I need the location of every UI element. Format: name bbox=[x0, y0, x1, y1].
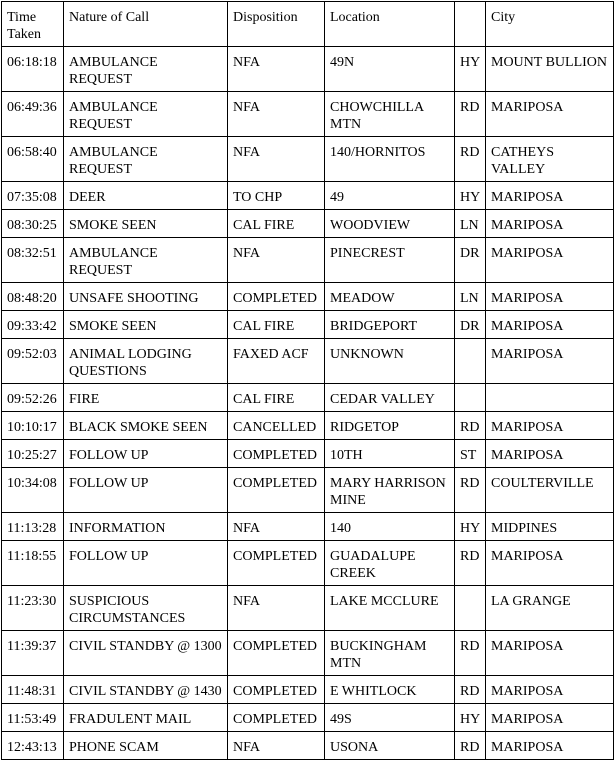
location-cell: CEDAR VALLEY bbox=[325, 384, 455, 412]
disposition-cell: CAL FIRE bbox=[228, 384, 325, 412]
nature-cell: SMOKE SEEN bbox=[64, 311, 228, 339]
city-cell: MARIPOSA bbox=[486, 182, 614, 210]
city-cell: MARIPOSA bbox=[486, 339, 614, 384]
nature-cell: AMBULANCE REQUEST bbox=[64, 238, 228, 283]
disposition-cell: COMPLETED bbox=[228, 468, 325, 513]
street-suffix-cell bbox=[455, 586, 486, 631]
nature-cell: BLACK SMOKE SEEN bbox=[64, 412, 228, 440]
column-header-time: Time Taken bbox=[2, 2, 64, 47]
city-cell: MARIPOSA bbox=[486, 238, 614, 283]
location-cell: USONA bbox=[325, 732, 455, 760]
table-row bbox=[2, 541, 614, 586]
disposition-cell: CANCELLED bbox=[228, 412, 325, 440]
time-cell: 06:49:36 bbox=[2, 92, 64, 137]
city-cell: LA GRANGE bbox=[486, 586, 614, 631]
disposition-cell: NFA bbox=[228, 47, 325, 92]
table-row bbox=[2, 92, 614, 137]
street-suffix-cell: HY bbox=[455, 704, 486, 732]
disposition-cell: TO CHP bbox=[228, 182, 325, 210]
street-suffix-cell: RD bbox=[455, 676, 486, 704]
location-cell: 49N bbox=[325, 47, 455, 92]
time-cell: 09:33:42 bbox=[2, 311, 64, 339]
location-cell: 49S bbox=[325, 704, 455, 732]
nature-cell: AMBULANCE REQUEST bbox=[64, 47, 228, 92]
time-cell: 10:25:27 bbox=[2, 440, 64, 468]
city-cell: MOUNT BULLION bbox=[486, 47, 614, 92]
table-row bbox=[2, 339, 614, 384]
table-row bbox=[2, 283, 614, 311]
location-cell: 140 bbox=[325, 513, 455, 541]
time-cell: 07:35:08 bbox=[2, 182, 64, 210]
column-header-nature: Nature of Call bbox=[64, 2, 228, 47]
call-log-body bbox=[2, 47, 614, 760]
disposition-cell: COMPLETED bbox=[228, 440, 325, 468]
city-cell: MARIPOSA bbox=[486, 732, 614, 760]
disposition-cell: FAXED ACF bbox=[228, 339, 325, 384]
city-cell: MARIPOSA bbox=[486, 631, 614, 676]
location-cell: E WHITLOCK bbox=[325, 676, 455, 704]
city-cell: MARIPOSA bbox=[486, 541, 614, 586]
column-header-location: Location bbox=[325, 2, 455, 47]
time-cell: 06:18:18 bbox=[2, 47, 64, 92]
street-suffix-cell: DR bbox=[455, 238, 486, 283]
column-header-city: City bbox=[486, 2, 614, 47]
time-cell: 11:48:31 bbox=[2, 676, 64, 704]
time-cell: 09:52:26 bbox=[2, 384, 64, 412]
city-cell: MARIPOSA bbox=[486, 311, 614, 339]
disposition-cell: NFA bbox=[228, 238, 325, 283]
table-row bbox=[2, 676, 614, 704]
location-cell: RIDGETOP bbox=[325, 412, 455, 440]
nature-cell: INFORMATION bbox=[64, 513, 228, 541]
table-row bbox=[2, 137, 614, 182]
table-row bbox=[2, 732, 614, 760]
table-row bbox=[2, 468, 614, 513]
street-suffix-cell: LN bbox=[455, 283, 486, 311]
disposition-cell: COMPLETED bbox=[228, 541, 325, 586]
disposition-cell: COMPLETED bbox=[228, 704, 325, 732]
table-row bbox=[2, 238, 614, 283]
time-cell: 11:53:49 bbox=[2, 704, 64, 732]
disposition-cell: NFA bbox=[228, 137, 325, 182]
disposition-cell: COMPLETED bbox=[228, 283, 325, 311]
disposition-cell: CAL FIRE bbox=[228, 210, 325, 238]
nature-cell: FOLLOW UP bbox=[64, 440, 228, 468]
disposition-cell: COMPLETED bbox=[228, 631, 325, 676]
nature-cell: PHONE SCAM bbox=[64, 732, 228, 760]
time-cell: 09:52:03 bbox=[2, 339, 64, 384]
table-row bbox=[2, 586, 614, 631]
city-cell: MARIPOSA bbox=[486, 676, 614, 704]
city-cell bbox=[486, 384, 614, 412]
time-cell: 08:30:25 bbox=[2, 210, 64, 238]
time-cell: 08:32:51 bbox=[2, 238, 64, 283]
location-cell: CHOWCHILLA MTN bbox=[325, 92, 455, 137]
city-cell: MIDPINES bbox=[486, 513, 614, 541]
nature-cell: DEER bbox=[64, 182, 228, 210]
city-cell: MARIPOSA bbox=[486, 210, 614, 238]
nature-cell: AMBULANCE REQUEST bbox=[64, 92, 228, 137]
table-row bbox=[2, 631, 614, 676]
street-suffix-cell: ST bbox=[455, 440, 486, 468]
location-cell: BRIDGEPORT bbox=[325, 311, 455, 339]
location-cell: 10TH bbox=[325, 440, 455, 468]
nature-cell: CIVIL STANDBY @ 1300 bbox=[64, 631, 228, 676]
city-cell: CATHEYS VALLEY bbox=[486, 137, 614, 182]
disposition-cell: COMPLETED bbox=[228, 676, 325, 704]
street-suffix-cell: RD bbox=[455, 137, 486, 182]
nature-cell: FOLLOW UP bbox=[64, 541, 228, 586]
table-row bbox=[2, 47, 614, 92]
location-cell: GUADALUPE CREEK bbox=[325, 541, 455, 586]
nature-cell: AMBULANCE REQUEST bbox=[64, 137, 228, 182]
city-cell: COULTERVILLE bbox=[486, 468, 614, 513]
time-cell: 11:39:37 bbox=[2, 631, 64, 676]
column-header-disposition: Disposition bbox=[228, 2, 325, 47]
table-row bbox=[2, 384, 614, 412]
table-row bbox=[2, 412, 614, 440]
street-suffix-cell: DR bbox=[455, 311, 486, 339]
location-cell: 140/HORNITOS bbox=[325, 137, 455, 182]
location-cell: UNKNOWN bbox=[325, 339, 455, 384]
time-cell: 11:13:28 bbox=[2, 513, 64, 541]
disposition-cell: NFA bbox=[228, 586, 325, 631]
nature-cell: FRADULENT MAIL bbox=[64, 704, 228, 732]
nature-cell: SMOKE SEEN bbox=[64, 210, 228, 238]
city-cell: MARIPOSA bbox=[486, 283, 614, 311]
street-suffix-cell bbox=[455, 384, 486, 412]
street-suffix-cell: RD bbox=[455, 92, 486, 137]
time-cell: 11:23:30 bbox=[2, 586, 64, 631]
location-cell: LAKE MCCLURE bbox=[325, 586, 455, 631]
header-row bbox=[2, 2, 614, 47]
location-cell: 49 bbox=[325, 182, 455, 210]
street-suffix-cell: LN bbox=[455, 210, 486, 238]
nature-cell: SUSPICIOUS CIRCUMSTANCES bbox=[64, 586, 228, 631]
street-suffix-cell: RD bbox=[455, 631, 486, 676]
nature-cell: ANIMAL LODGING QUESTIONS bbox=[64, 339, 228, 384]
city-cell: MARIPOSA bbox=[486, 440, 614, 468]
time-cell: 08:48:20 bbox=[2, 283, 64, 311]
time-cell: 10:10:17 bbox=[2, 412, 64, 440]
street-suffix-cell: RD bbox=[455, 468, 486, 513]
location-cell: BUCKINGHAM MTN bbox=[325, 631, 455, 676]
street-suffix-cell: RD bbox=[455, 412, 486, 440]
city-cell: MARIPOSA bbox=[486, 92, 614, 137]
table-row bbox=[2, 311, 614, 339]
disposition-cell: NFA bbox=[228, 732, 325, 760]
table-row bbox=[2, 210, 614, 238]
table-row bbox=[2, 440, 614, 468]
street-suffix-cell bbox=[455, 339, 486, 384]
nature-cell: CIVIL STANDBY @ 1430 bbox=[64, 676, 228, 704]
disposition-cell: NFA bbox=[228, 513, 325, 541]
street-suffix-cell: HY bbox=[455, 47, 486, 92]
table-row bbox=[2, 513, 614, 541]
nature-cell: FOLLOW UP bbox=[64, 468, 228, 513]
location-cell: MARY HARRISON MINE bbox=[325, 468, 455, 513]
disposition-cell: NFA bbox=[228, 92, 325, 137]
time-cell: 10:34:08 bbox=[2, 468, 64, 513]
location-cell: PINECREST bbox=[325, 238, 455, 283]
column-header-suffix bbox=[455, 2, 486, 47]
disposition-cell: CAL FIRE bbox=[228, 311, 325, 339]
time-cell: 11:18:55 bbox=[2, 541, 64, 586]
location-cell: WOODVIEW bbox=[325, 210, 455, 238]
time-cell: 12:43:13 bbox=[2, 732, 64, 760]
call-log-table bbox=[1, 1, 614, 760]
city-cell: MARIPOSA bbox=[486, 704, 614, 732]
table-row bbox=[2, 182, 614, 210]
street-suffix-cell: HY bbox=[455, 182, 486, 210]
city-cell: MARIPOSA bbox=[486, 412, 614, 440]
location-cell: MEADOW bbox=[325, 283, 455, 311]
street-suffix-cell: HY bbox=[455, 513, 486, 541]
time-cell: 06:58:40 bbox=[2, 137, 64, 182]
street-suffix-cell: RD bbox=[455, 732, 486, 760]
table-row bbox=[2, 704, 614, 732]
street-suffix-cell: RD bbox=[455, 541, 486, 586]
nature-cell: UNSAFE SHOOTING bbox=[64, 283, 228, 311]
nature-cell: FIRE bbox=[64, 384, 228, 412]
